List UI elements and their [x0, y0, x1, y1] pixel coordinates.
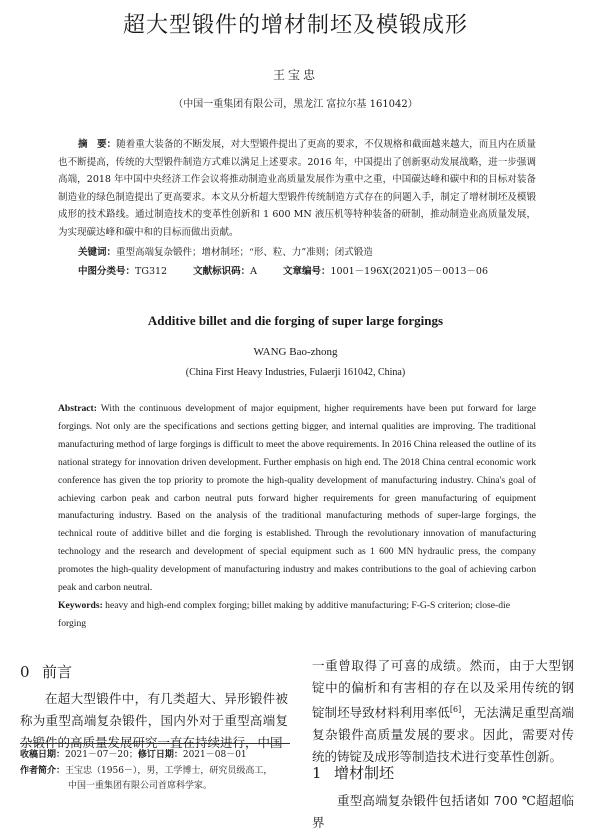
section-0-text: 在超大型锻件中，有几类超大、异形锻件被称为重型高端复杂锻件，国内外对于重型高端复杂锻件的高质量发展研究一直在持续进行，中国: [20, 691, 288, 750]
chinese-keywords-label: 关键词：: [78, 247, 117, 258]
chinese-affiliation: （中国一重集团有限公司，黑龙江 富拉尔基 161042）: [173, 99, 418, 110]
right-column-paragraph: [312, 655, 574, 768]
english-title: Additive billet and die forging of super large forgings: [147, 313, 444, 328]
english-keywords-text: heavy and high-end complex forging; billet making by additive manufacturing; F-G-S criterion; close-die forging: [58, 600, 510, 629]
section-1-text: 重型高端复杂锻件包括诸如 700 ℃超超临界: [312, 793, 574, 830]
section-1-heading: [312, 762, 394, 783]
author-bio-value: 王宝忠（1956－），男，工学博士，研究员级高工，: [65, 766, 273, 776]
chinese-abstract-label: 摘 要：: [78, 139, 117, 150]
clc-label: 中图分类号：: [78, 266, 136, 277]
article-number-label: 文章编号：: [282, 266, 331, 277]
section-1-number: 1: [312, 764, 322, 782]
classification-row: [78, 263, 488, 277]
right-column-text-a: 一重曾取得了可喜的成绩。然而，由于大型钢锭中的偏析和有害相的存在以及采用传统的钢锭制坯导致材料利用率低: [312, 658, 574, 721]
doc-code-value: A: [250, 266, 257, 277]
received-value: 2021－07－20；: [65, 750, 138, 760]
chinese-abstract: [58, 136, 536, 241]
doc-code-label: 文献标识码：: [193, 266, 251, 277]
section-1-title: 增材制坯: [334, 764, 395, 782]
section-0-title: 前言: [42, 663, 73, 681]
revised-value: 2021－08－01: [182, 750, 247, 760]
right-column-text: [312, 655, 574, 768]
english-abstract: [58, 400, 536, 597]
footnote-dates: [20, 748, 310, 763]
received-label: 收稿日期：: [20, 750, 66, 760]
english-abstract-text: With the continuous development of major equipment, higher requirements have been put forward for large forgings. Not only are the specifications and sections getting bigger, and internal qualities are improving. The traditional manufacturing method of large forgings is difficult to meet the above requirements. In 2016 China released the outline of its national strategy for innovation driven development. Further emphasis on high end. The 2018 China central economic work conference has given the top priority to promote the high-quality development of manufacturing industry. China's goal of achieving carbon peak and carbon neutral puts forward higher requirements for green manufacturing of equipment manufacturing industry. Based on the analysis of the traditional manufacturing methods of super-large forgings, the technical route of additive billet and die forging is established. Through the revolutionary innovation of manufacturing technology and the research and development of special equipment such as 1 600 MN hydraulic press, the company promotes the high-quality development of manufacturing industry and makes contributions to the goal of achieving carbon peak and carbon neutral.: [58, 403, 536, 594]
english-affiliation: (China First Heavy Industries, Fulaerji 161042, China): [185, 367, 406, 378]
english-author: WANG Bao-zhong: [253, 346, 338, 358]
section-0-number: 0: [20, 663, 30, 681]
clc-value: TG312: [135, 266, 168, 277]
chinese-keywords: [78, 244, 538, 258]
chinese-author: 王宝忠: [272, 68, 318, 82]
section-0-paragraph: [20, 688, 288, 754]
english-abstract-label: Abstract:: [58, 403, 97, 414]
section-0-heading: [20, 661, 72, 682]
citation-6[interactable]: [6]: [449, 705, 462, 714]
article-number-value: 1001－196X(2021)05－0013－06: [330, 266, 488, 277]
chinese-title: 超大型锻件的增材制坯及模锻成形: [122, 13, 468, 38]
english-keywords: [58, 597, 536, 633]
chinese-abstract-text: 随着重大装备的不断发展，对大型锻件提出了更高的要求，不仅规格和截面越来越大，而且内在质量也不断提高，传统的大型锻件制造方式难以满足上述要求。2016 年，中国提出了创新驱动发展战略，进一步强调高端，2018 年中国中央经济工作会议将推动制造业高质量发展作为重中之重，中国碳达峰和碳中和的目标对装备制造业的绿色制造提出了更高要求。本文从分析超大型锻件传统制造方式存在的问题入手，制定了增材制坯及模锻成形的技术路线。通过制造技术的变革性创新和 1 600 MN 液压机等特种装备的研制，推动制造业高质量发展，为实现碳达峰和碳中和的目标而做出贡献。: [58, 139, 536, 238]
author-bio-label: 作者简介：: [20, 766, 66, 776]
english-keywords-label: Keywords:: [58, 600, 103, 611]
chinese-keywords-text: 重型高端复杂锻件；增材制坯；“形、粒、力”准则；闭式锻造: [116, 247, 373, 258]
right-column-text-b: ，无法满足重型高端复杂锻件高质量发展的要求。因此，需要对传统的铸锭及成形等制造技术进行变革性创新。: [312, 705, 574, 765]
footnote-author-line2: 中国一重集团有限公司首席科学家。: [68, 781, 213, 791]
footnote-rule: [20, 743, 290, 744]
footnote-author: [20, 764, 310, 779]
revised-label: 修订日期：: [137, 750, 183, 760]
section-1-paragraph: [312, 790, 574, 834]
